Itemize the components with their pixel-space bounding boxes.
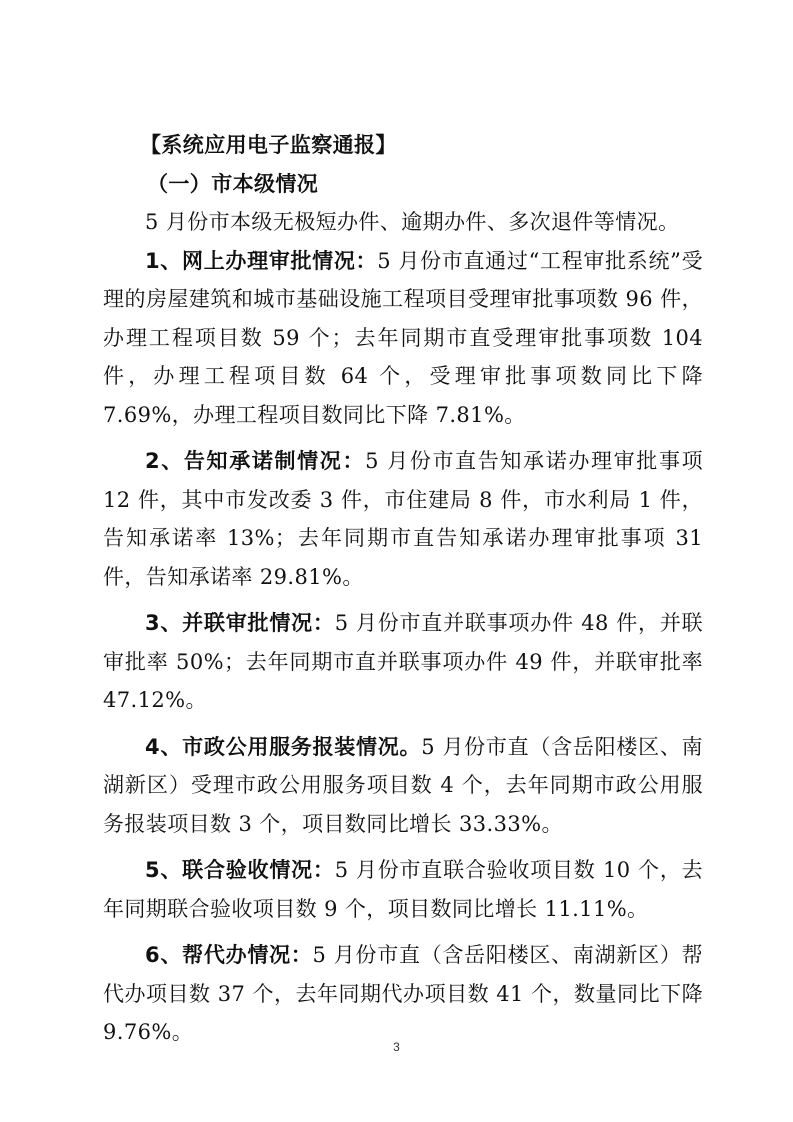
- document-body: [103, 126, 703, 1052]
- item-body: 5 月份市直通过“工程审批系统”受理的房屋建筑和城市基础设施工程项目受理审批事项数 96 件，办理工程项目数 59 个；去年同期市直受理审批事项数 104 件，办理工程项目数 64 个，受理审批事项数同比下降 7.69%，办理工程项目数同比下降 7.81%。: [103, 248, 703, 427]
- item-heading: 6、帮代办情况：: [145, 943, 313, 967]
- item-notification-commitment: [103, 442, 703, 596]
- item-heading: 3、并联审批情况：: [145, 611, 335, 635]
- item-agency-service: [103, 936, 703, 1052]
- item-municipal-service: [103, 728, 703, 844]
- page-number: 3: [393, 1040, 400, 1054]
- item-body: 5 月份市直联合验收项目数 10 个，去年同期联合验收项目数 9 个，项目数同比增长 11.11%。: [103, 858, 704, 921]
- sub-title: （一）市本级情况: [147, 171, 319, 196]
- section-title: 【系统应用电子监察通报】: [140, 133, 397, 157]
- item-body: 5 月份市直并联事项办件 48 件，并联审批率 50%；去年同期市直并联事项办件 49 件，并联审批率 47.12%。: [103, 611, 704, 712]
- item-parallel-approval: [103, 604, 703, 720]
- item-online-approval: [103, 242, 703, 435]
- item-body: 5 月份市直（含岳阳楼区、南湖新区）受理市政公用服务项目数 4 个，去年同期市政公用服务报装项目数 3 个，项目数同比增长 33.33%。: [103, 734, 704, 836]
- item-heading: 4、市政公用服务报装情况。: [145, 734, 422, 759]
- item-heading: 5、联合验收情况：: [145, 858, 335, 882]
- item-heading: 2、告知承诺制情况：: [145, 449, 366, 473]
- item-body: 5 月份市直告知承诺办理审批事项 12 件，其中市发改委 3 件，市住建局 8 件，市水利局 1 件，告知承诺率 13%；去年同期市直告知承诺办理审批事项 31 件，告知承诺率 29.81%。: [103, 449, 703, 589]
- item-heading: 1、网上办理审批情况：: [145, 248, 378, 273]
- intro-paragraph: 5 月份市本级无极短办件、逾期办件、多次退件等情况。: [145, 210, 680, 234]
- item-body: 5 月份市直（含岳阳楼区、南湖新区）帮代办项目数 37 个，去年同期代办项目数 41 个，数量同比下降 9.76%。: [103, 943, 703, 1044]
- item-joint-acceptance: [103, 851, 703, 928]
